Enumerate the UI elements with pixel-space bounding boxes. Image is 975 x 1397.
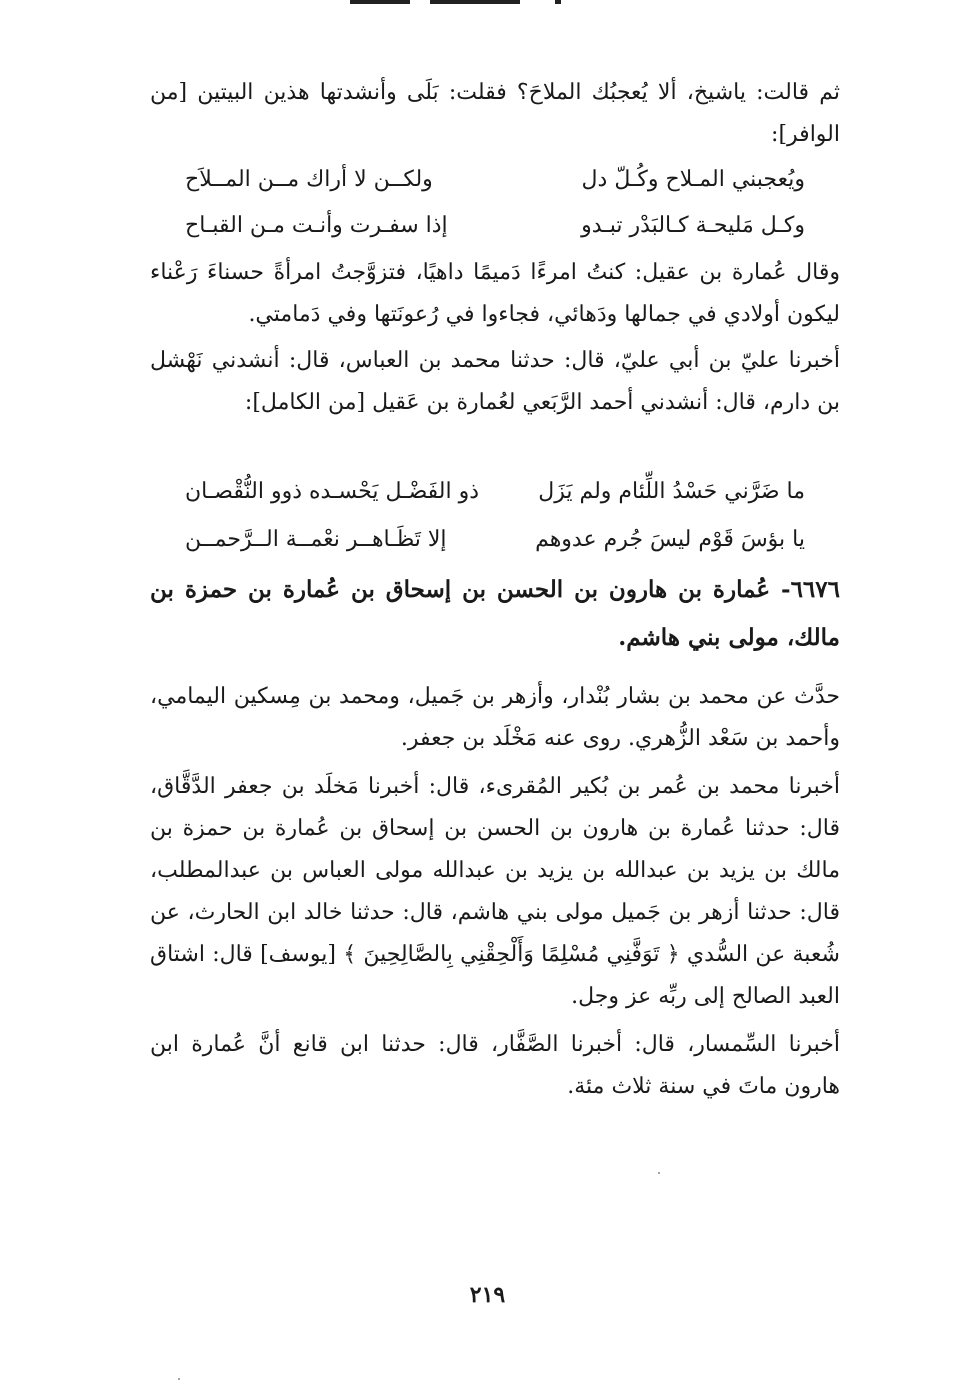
- verse-line: [185, 206, 805, 246]
- verse-second-hemistich: ولكــن لا أراك مــن المــلاَح: [185, 167, 433, 192]
- verse-first-hemistich: وكـل مَليحـة كـالبَدْر تبـدو: [581, 213, 805, 238]
- paragraph-intro: ثم قالت: ياشيخ، ألا يُعجبُك الملاحَ؟ فقلت: بَلَى وأنشدتها هذين البيتين [من الوافر]:: [150, 80, 840, 147]
- verse-line: [185, 472, 805, 512]
- paragraph-isnad: أخبرنا عليّ بن أبي عليّ، قال: حدثنا محمد بن العباس، قال: أنشدني نَهْشل بن دارم، قال: أنشدني أحمد الرَّبَعي لعُمارة بن عَقيل [من الكامل]:: [150, 348, 840, 415]
- paragraph-umara-saying: وقال عُمارة بن عقيل: كنتُ امرءًا دَميمًا داهيًا، فتزوَّجتُ امرأةً حسناءَ رَعْناء ليكون أولادي في جمالها ودَهائي، فجاءوا في رُعونَتها وفي دَمامتي.: [150, 260, 840, 327]
- verse-first-hemistich: يا بؤسَ قَوْم ليسَ جُرم عدوهم: [535, 527, 805, 552]
- scan-speck: [658, 1172, 660, 1174]
- entry-heading: ٦٦٧٦- عُمارة بن هارون بن الحسن بن إسحاق بن عُمارة بن حمزة بن مالك، مولى بني هاشم.: [150, 576, 840, 651]
- verse-second-hemistich: ذو الفَضْـل يَحْسـده ذوو النُّقْصـان: [185, 479, 480, 504]
- top-rule: [555, 0, 561, 4]
- verse-second-hemistich: إلا تَظَـاهــر نعْمــة الــرَّحمــن: [185, 527, 447, 552]
- scan-speck: [178, 1378, 180, 1380]
- top-rule: [350, 0, 410, 4]
- paragraph-death: أخبرنا السِّمسار، قال: أخبرنا الصَّفَّار، قال: حدثنا ابن قانع أنَّ عُمارة ابن هارون ماتَ في سنة ثلاث مئة.: [150, 1032, 840, 1099]
- top-rule: [430, 0, 520, 4]
- verse-first-hemistich: ما ضَرَّني حَسْدُ اللِّئام ولم يَزَل: [538, 479, 805, 504]
- verse-first-hemistich: ويُعجبني المـلاح وكُـلّ دل: [581, 167, 805, 192]
- verse-second-hemistich: إذا سفـرت وأنـت مـن القبـاح: [185, 213, 448, 238]
- paragraph-biography: حدَّث عن محمد بن بشار بُنْدار، وأزهر بن جَميل، ومحمد بن مِسكين اليمامي، وأحمد بن سَعْد الزُّهري. روى عنه مَخْلَد بن جعفر.: [150, 684, 840, 751]
- page-number: ٢١٩: [469, 1282, 506, 1308]
- verse-line: [185, 160, 805, 200]
- verse-line: [185, 520, 805, 560]
- paragraph-hadith: أخبرنا محمد بن عُمر بن بُكير المُقرىء، قال: أخبرنا مَخلَد بن جعفر الدَّقَّاق، قال: حدثنا عُمارة بن هارون بن الحسن بن إسحاق بن عُمارة بن حمزة بن مالك بن يزيد بن عبدالله بن يزيد بن عبدالله مولى العباس بن عبدالمطلب، قال: حدثنا أزهر بن جَميل مولى بني هاشم، قال: حدثنا خالد ابن الحارث، عن شُعبة عن السُّدي ﴿ تَوَفَّنِي مُسْلِمًا وَأَلْحِقْنِي بِالصَّالِحِينَ ﴾ [يوسف] قال: اشتاق العبد الصالح إلى ربِّه عز وجل.: [150, 774, 840, 1009]
